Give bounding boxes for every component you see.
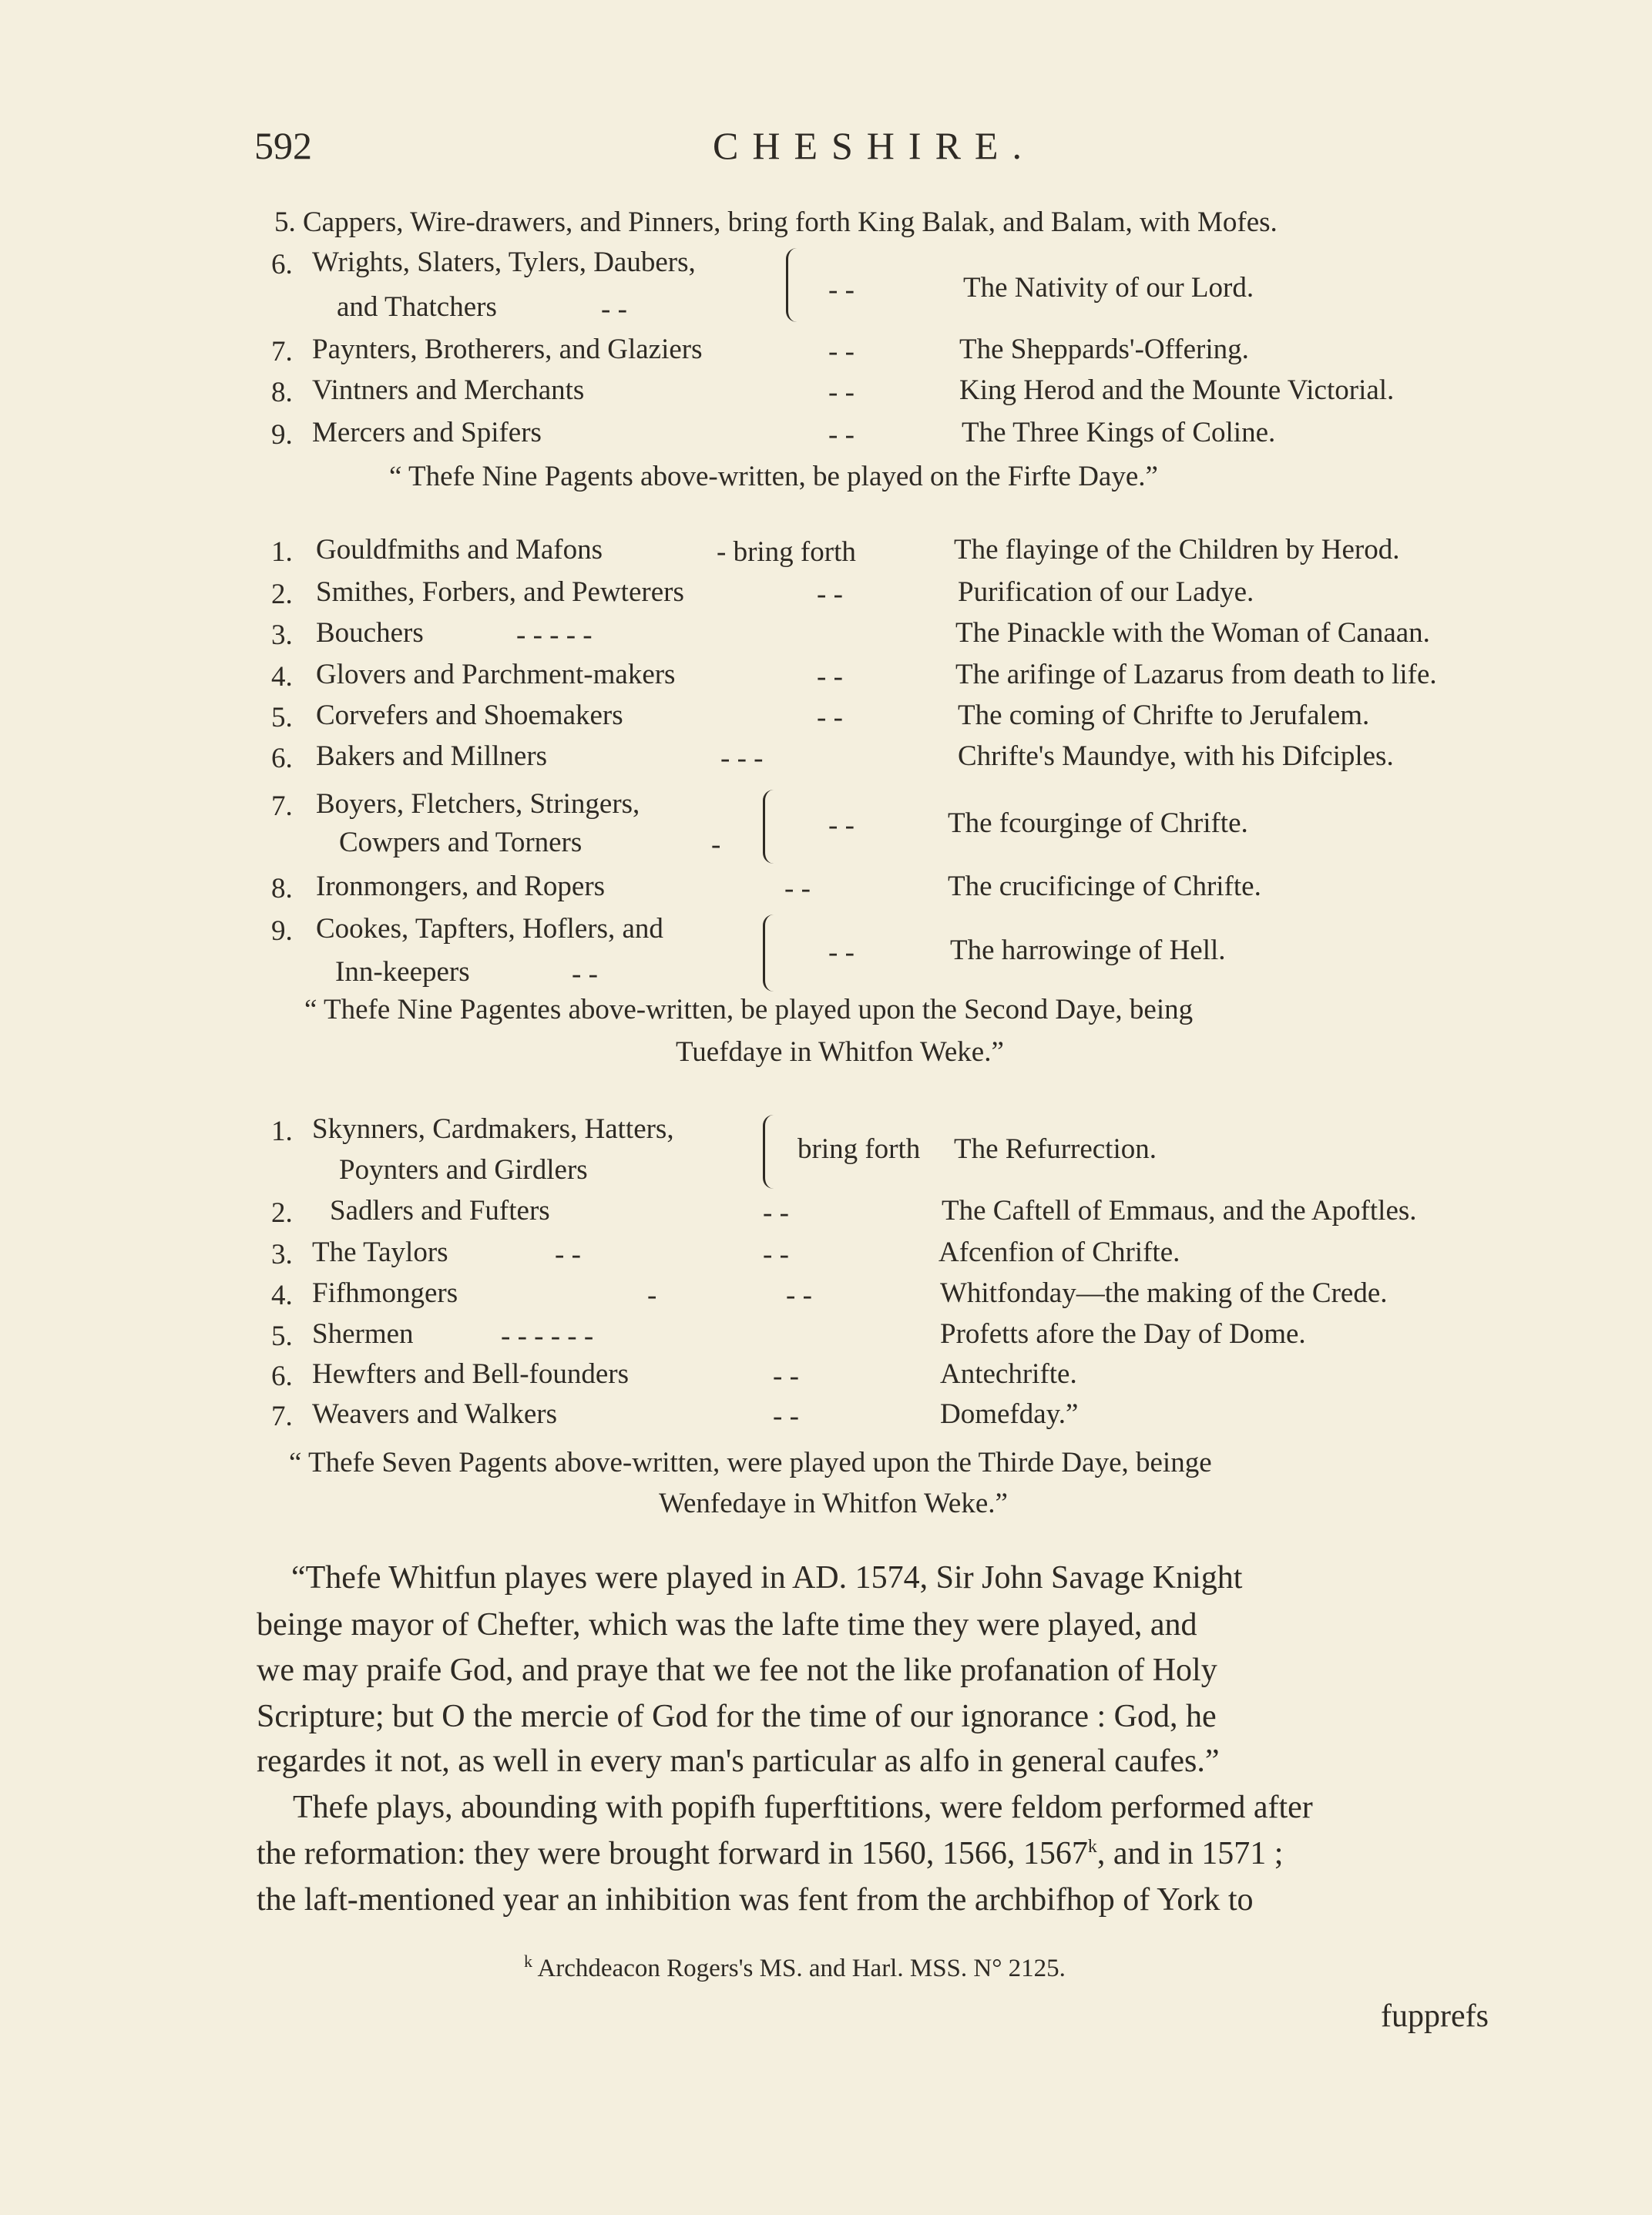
page-title: CHESHIRE. (713, 124, 1036, 167)
guild-name: Cookes, Tapfters, Hoflers, and (316, 913, 663, 945)
guild-name-cont: Poynters and Girdlers (339, 1154, 588, 1186)
leader-dashes: - - (828, 377, 855, 408)
guild-name-cont: Inn-keepers (335, 956, 470, 988)
guild-name: Skynners, Cardmakers, Hatters, (312, 1113, 674, 1145)
day3-summary: “ Thefe Seven Pagents above-written, were played upon the Thirde Daye, beinge (289, 1447, 1212, 1478)
guild-name: Corvefers and Shoemakers (316, 700, 623, 731)
leader-dashes: - - (572, 958, 598, 990)
play-title: The Caftell of Emmaus, and the Apoftles. (942, 1195, 1417, 1227)
day1-line-5: 5. Cappers, Wire-drawers, and Pinners, bring forth King Balak, and Balam, with Mofes. (274, 206, 1278, 238)
body-line-5: regardes it not, as well in every man's particular as alfo in general caufes.” (257, 1743, 1220, 1779)
row-number: 3. (271, 619, 293, 651)
row-number: 7. (271, 1401, 293, 1432)
row-number: 2. (271, 579, 293, 610)
body-line-2: beinge mayor of Chefter, which was the lafte time they were played, and (257, 1607, 1197, 1643)
leader-dashes: - - (773, 1401, 799, 1432)
play-title: The arifinge of Lazarus from death to life. (955, 659, 1437, 690)
row-number: 4. (271, 1280, 293, 1311)
leader-dashes: - - - - - (516, 619, 593, 651)
play-title: The Nativity of our Lord. (963, 272, 1254, 304)
leader-dashes: - - (828, 419, 855, 451)
row-number: 1. (271, 1116, 293, 1147)
leader-dashes: - - (817, 661, 843, 693)
guild-name: Weavers and Walkers (312, 1398, 558, 1430)
leader-dashes: - (647, 1280, 657, 1311)
day1-summary: “ Thefe Nine Pagents above-written, be played on the Firfte Daye.” (389, 461, 1158, 492)
guild-name: Ironmongers, and Ropers (316, 871, 606, 902)
body-line-7 (257, 1837, 1283, 1870)
row-number: 3. (271, 1239, 293, 1270)
guild-name: Gouldfmiths and Mafons (316, 534, 603, 565)
guild-name: Shermen (312, 1318, 414, 1350)
play-title: Antechrifte. (940, 1358, 1077, 1390)
play-title: Afcenfion of Chrifte. (938, 1237, 1180, 1268)
body-line-8: the laft-mentioned year an inhibition was fent from the archbifhop of York to (257, 1882, 1254, 1918)
leader-dashes: - - (828, 810, 855, 841)
body-line-7-tail: , and in 1571 ; (1096, 1836, 1284, 1871)
footnote (524, 1952, 1066, 1983)
leader-dashes: - (711, 829, 721, 861)
row-number: 6. (271, 249, 293, 280)
leader-dashes: - - (828, 937, 855, 968)
brace (763, 915, 777, 992)
leader-dashes: - - (817, 579, 843, 610)
leader-dashes: - - (786, 1280, 812, 1311)
row-number: 5. (271, 1321, 293, 1352)
play-title: Profetts afore the Day of Dome. (940, 1318, 1306, 1350)
leader-dashes: - - (828, 274, 855, 306)
play-title: The coming of Chrifte to Jerufalem. (958, 700, 1370, 731)
day3-summary-cont: Wenfedaye in Whitfon Weke.” (659, 1488, 1008, 1519)
day2-summary-cont: Tuefdaye in Whitfon Weke.” (676, 1036, 1004, 1068)
play-title: The Three Kings of Coline. (962, 417, 1276, 448)
row-number: 5. (271, 702, 293, 733)
footnote-mark: k (524, 1952, 532, 1971)
guild-name: Hewfters and Bell-founders (312, 1358, 629, 1390)
play-title: The crucificinge of Chrifte. (948, 871, 1261, 902)
leader-dashes: - bring forth (717, 536, 856, 568)
row-number: 8. (271, 873, 293, 904)
leader-dashes: - - (828, 336, 855, 367)
guild-name-cont: and Thatchers (337, 291, 497, 323)
play-title: The Pinackle with the Woman of Canaan. (955, 617, 1430, 649)
leader-dashes: - - (763, 1197, 789, 1229)
catchword: fupprefs (1381, 1999, 1489, 2034)
brace (763, 1115, 777, 1189)
play-title: The harrowinge of Hell. (950, 935, 1226, 966)
guild-name: Wrights, Slaters, Tylers, Daubers, (312, 247, 696, 278)
guild-name: Vintners and Merchants (312, 374, 585, 406)
guild-name: Bakers and Millners (316, 740, 548, 772)
play-title: Domefday.” (940, 1398, 1079, 1430)
row-number: 7. (271, 336, 293, 367)
footnote-ref: k (1087, 1837, 1097, 1857)
page-number: 592 (254, 124, 312, 167)
body-line-3: we may praife God, and praye that we fee not the like profanation of Holy (257, 1653, 1217, 1688)
row-number: 7. (271, 790, 293, 822)
leader-dashes: - - - - - - (501, 1321, 594, 1352)
row-number: 6. (271, 743, 293, 774)
play-title: King Herod and the Mounte Victorial. (959, 374, 1395, 406)
body-line-4: Scripture; but O the mercie of God for the time of our ignorance : God, he (257, 1699, 1217, 1734)
body-line-7-text: the reformation: they were brought forward in 1560, 1566, 1567 (257, 1836, 1088, 1871)
guild-name: Sadlers and Fufters (330, 1195, 550, 1227)
row-number: 8. (271, 377, 293, 408)
row-number: 4. (271, 661, 293, 693)
guild-name: Glovers and Parchment-makers (316, 659, 676, 690)
brace (786, 248, 801, 322)
guild-name: Boyers, Fletchers, Stringers, (316, 788, 640, 820)
footnote-text: Archdeacon Rogers's MS. and Harl. MSS. N° 2125. (537, 1955, 1066, 1982)
bring-forth: bring forth (797, 1133, 921, 1165)
leader-dashes: - - (773, 1361, 799, 1392)
guild-name: The Taylors (312, 1237, 448, 1268)
play-title: The flayinge of the Children by Herod. (954, 534, 1400, 565)
guild-name: Bouchers (316, 617, 424, 649)
leader-dashes: - - (601, 294, 627, 325)
row-number: 2. (271, 1197, 293, 1229)
row-number: 1. (271, 536, 293, 568)
row-number: 6. (271, 1361, 293, 1392)
body-line-1: “Thefe Whitfun playes were played in AD. 1574, Sir John Savage Knight (291, 1560, 1243, 1596)
guild-name: Smithes, Forbers, and Pewterers (316, 576, 684, 608)
play-title: Whitfonday—the making of the Crede. (940, 1277, 1388, 1309)
leader-dashes: - - (817, 702, 843, 733)
guild-name-cont: Cowpers and Torners (339, 827, 583, 858)
guild-name: Paynters, Brotherers, and Glaziers (312, 334, 703, 365)
day2-summary: “ Thefe Nine Pagentes above-written, be played upon the Second Daye, being (304, 994, 1194, 1025)
play-title: The Refurrection. (954, 1133, 1157, 1165)
brace (763, 790, 777, 864)
row-number: 9. (271, 915, 293, 947)
guild-name: Fifhmongers (312, 1277, 458, 1309)
leader-dashes: - - (763, 1239, 789, 1270)
body-line-6: Thefe plays, abounding with popifh fuperftitions, were feldom performed after (293, 1790, 1313, 1825)
play-title: The fcourginge of Chrifte. (948, 807, 1248, 839)
row-number: 9. (271, 419, 293, 451)
guild-name: Mercers and Spifers (312, 417, 542, 448)
leader-dashes: - - (784, 873, 811, 904)
leader-dashes: - - - (720, 743, 764, 774)
leader-dashes: - - (555, 1239, 581, 1270)
play-title: Purification of our Ladye. (958, 576, 1254, 608)
play-title: The Sheppards'-Offering. (959, 334, 1249, 365)
play-title: Chrifte's Maundye, with his Difciples. (958, 740, 1394, 772)
